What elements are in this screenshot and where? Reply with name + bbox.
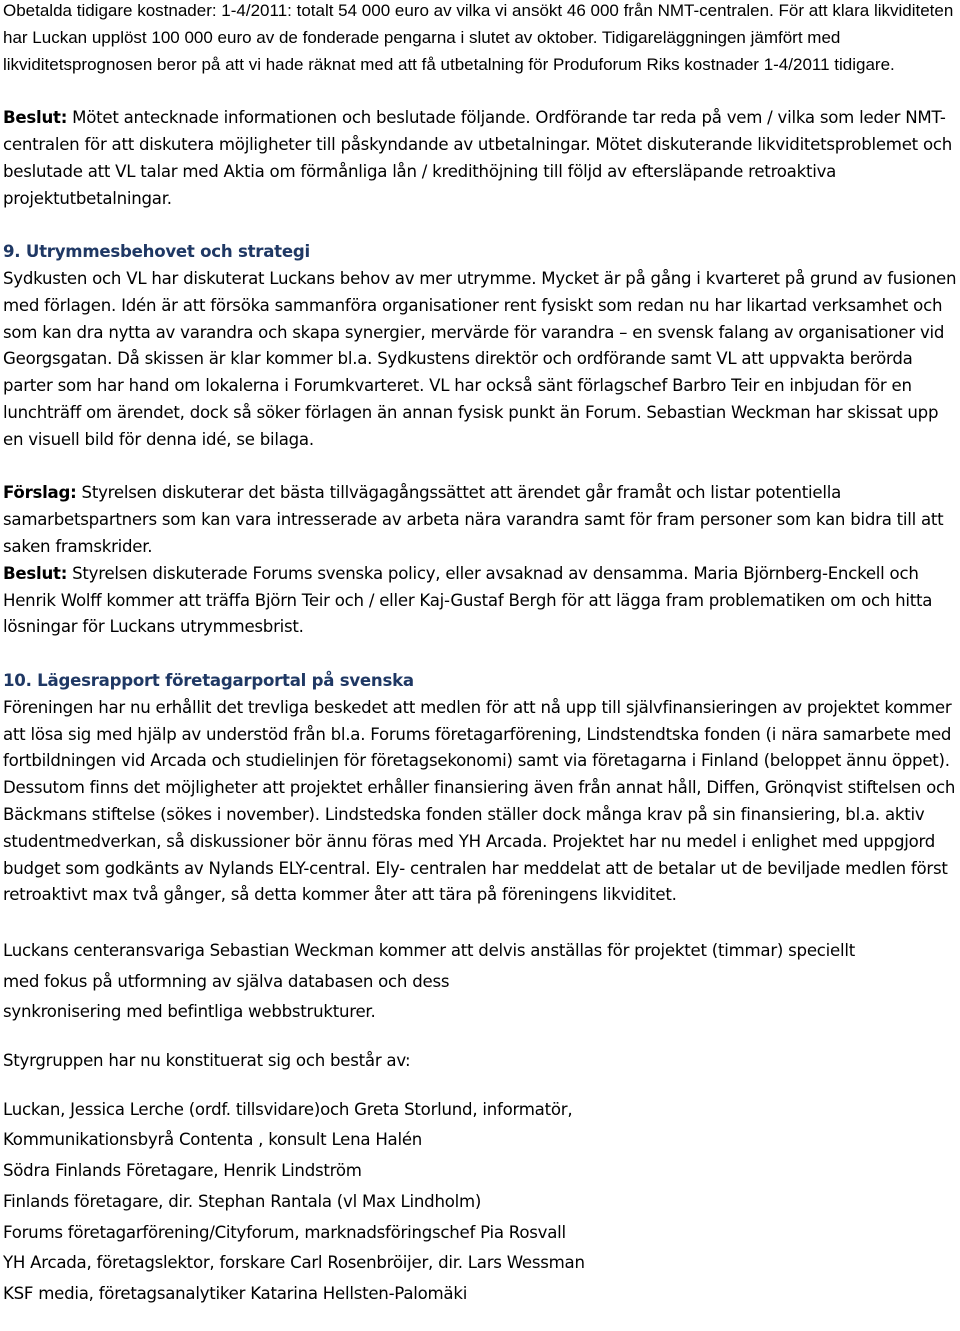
member-line: Södra Finlands Företagare, Henrik Lindström [3,1161,362,1181]
paragraph-decision-liquidity [3,105,957,212]
section-9-decision [3,561,957,641]
steering-group-members [3,1095,957,1310]
decision-text: Styrelsen diskuterade Forums svenska policy, eller avsaknad av densamma. Maria Björnberg-Enckell och Henrik Wolff kommer att träffa Björn Teir och / eller Kaj-Gustaf Bergh för att lägga fram problematiken om och hitta lösningar för Luckans utrymmesbrist. [3,563,933,637]
weckman-line-1: Luckans centeransvariga Sebastian Weckman kommer att delvis anställas för projektet (timmar) speciellt [3,940,855,960]
spacer [3,1028,957,1046]
member-line: YH Arcada, företagslektor, forskare Carl Rosenbröijer, dir. Lars Wessman [3,1253,585,1273]
spacer [3,1077,957,1095]
decision-label: Beslut: [3,563,68,583]
member-line: Luckan, Jessica Lerche (ordf. tillsvidare)och Greta Storlund, informatör, [3,1099,573,1119]
section-10-body: Föreningen har nu erhållit det trevliga beskedet att medlen för att nå upp till självfinansieringen av projektet kommer att lösa sig med hjälp av understöd från bl.a. Forums företagarförening, Lindstendtska fonden (i nära samarbete med fortbildningen vid Arcada och studielinjen för företagsekonomi) samt via företagarna i Finland (beloppet ännu öppet). Dessutom finns det möjligheter att projektet erhåller finansiering även från annat håll, Diffen, Grönqvist stiftelsen och Bäckmans stiftelse (sökes i november). Lindstedska fonden ställer dock många krav på sin finansiering, bl.a. aktiv studentmedverkan, så diskussioner bör ännu föras med YH Arcada. Projektet har nu medel i enlighet med uppgjord budget som godkänts av Nylands ELY-central. Ely- centralen har meddelat att de betalar ut de beviljade medlen först retroaktivt max två gånger, så detta kommer åter att tära på föreningens likviditet. [3,697,956,905]
member-line: Finlands företagare, dir. Stephan Rantala (vl Max Lindholm) [3,1191,482,1211]
member-line: KSF media, företagsanalytiker Katarina Hellsten-Palomäki [3,1283,468,1303]
section-9-proposal [3,480,957,560]
member-line: Forums företagarförening/Cityforum, marknadsföringschef Pia Rosvall [3,1222,566,1242]
member-line: Kommunikationsbyrå Contenta , konsult Lena Halén [3,1130,423,1150]
weckman-line-2: med fokus på utformning av själva databasen och dess [3,971,450,991]
steering-group-intro: Styrgruppen har nu konstituerat sig och består av: [3,1051,411,1070]
proposal-label: Förslag: [3,483,77,503]
spacer [3,454,957,481]
decision-text: Mötet antecknade informationen och beslutade följande. Ordförande tar reda på vem / vilka som leder NMT-centralen för att diskutera möjligheter till påskyndande av utbetalningar. Mötet diskuterande likviditetsproblemet och beslutade att VL talar med Aktia om förmånliga lån / kredithöjning till följd av eftersläpande retroaktiva projektutbetalningar. [3,108,952,208]
paragraph-unpaid-costs: Obetalda tidigare kostnader: 1-4/2011: totalt 54 000 euro av vilka vi ansökt 46 000 från NMT-centralen. För att klara likviditeten har Luckan upplöst 100 000 euro av de fonderade pengarna i slutet av oktober. Tidigareläggningen jämfört med likviditetsprognosen beror på att vi hade räknat med att få utbetalning för Produforum Riks kostnader 1-4/2011 tidigare. [3,1,954,74]
spacer [3,78,957,105]
section-9-heading: 9. Utrymmesbehovet och strategi [3,242,310,262]
spacer [3,212,957,239]
spacer [3,641,957,668]
decision-label: Beslut: [3,108,68,128]
weckman-line-3: synkronisering med befintliga webbstrukturer. [3,1002,376,1022]
section-9-body: Sydkusten och VL har diskuterat Luckans behov av mer utrymme. Mycket är på gång i kvarteret på grund av fusionen med förlagen. Idén är att försöka sammanföra organisationer rent fysiskt som redan nu har likartad verksamhet och som kan dra nytta av varandra och skapa synergier, mervärde för varandra – en svensk falang av organisationer vid Georgsgatan. Då skissen är klar kommer bl.a. Sydkustens direktör och ordförande samt VL att uppvakta berörda parter som har hand om lokalerna i Forumkvarteret. VL har också sänt förlagschef Barbro Teir en inbjudan för en lunchträff om ärendet, dock så söker förlagen än annan fysisk punkt än Forum. Sebastian Weckman har skissat upp en visuell bild för denna idé, se bilaga. [3,268,957,449]
spacer [3,909,957,936]
proposal-text: Styrelsen diskuterar det bästa tillvägagångssättet att ärendet går framåt och listar potentiella samarbetspartners som kan vara intresserade av arbeta nära varandra samt för fram personer som kan bidra till att saken framskrider. [3,483,944,556]
section-10-heading: 10. Lägesrapport företagarportal på svenska [3,670,414,690]
